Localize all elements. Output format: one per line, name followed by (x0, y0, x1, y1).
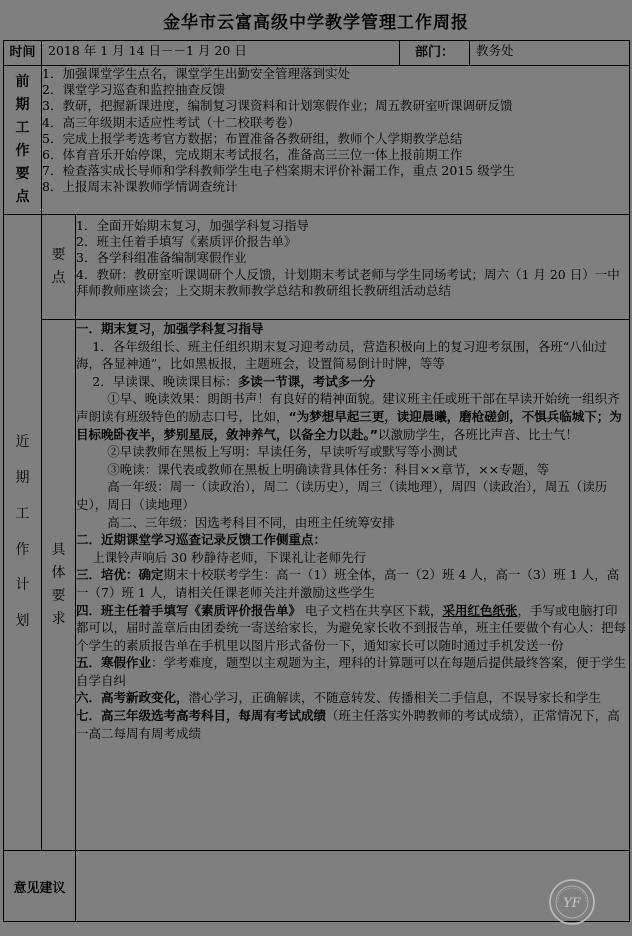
opinion-label: 意见建议 (4, 851, 76, 922)
list-item: 5．完成上报学考选考官方数据；布置准备各教研组，教师个人学期教学总结 (42, 130, 463, 146)
recent-label-char: 作 (15, 541, 30, 558)
section-3-bold: 确定 (138, 567, 164, 583)
list-item: 3．教研，把握新课进度，编制复习课资料和计划寒假作业；周五教研室听课调研反馈 (42, 98, 513, 114)
keypoints-label-char: 要 (51, 246, 66, 263)
list-item: 1．加强课堂学生点名，课堂学生出勤安全管理落到实处 (42, 66, 350, 81)
prev-work-list (42, 66, 630, 215)
prev-work-row (4, 66, 630, 215)
section-1-item-4: ②早读教师在黑板上写明：早读任务，早读听写或默写等小测试 (107, 444, 458, 460)
time-row (4, 41, 630, 66)
list-item: 7．检查落实成长导师和学科教师学生电子档案期末评价补漏工作，重点 2015 级学生 (42, 163, 515, 179)
section-2-title: 二．近期课堂学习巡查记录反馈工作侧重点： (76, 532, 327, 548)
section-3 (76, 566, 629, 601)
keypoints-list (76, 215, 630, 320)
section-4-text-2: ，手写或电脑打印都可以，届时盖章后由团委统一寄送给家长，为避免家长收不到报告单，班主任要做个有心人：把每个学生的素质报告单在手机里以图片形式备份一下，通知家长可以随时通过手机发送一份 (76, 602, 627, 653)
section-1-item-3-tail: 以激励学生，各班比声音、比士气！ (377, 426, 578, 442)
list-item: 4．教研：教研室听课调研个人反馈，计划期末考试老师与学生同场考试；周六（1 月 20 日）一中拜师教师座谈会；上交期末教师教学总结和教研组长教研组活动总结 (76, 266, 620, 298)
seal-stamp-icon (548, 878, 596, 926)
stamp-text: YF (563, 896, 581, 911)
section-1-item-3 (76, 390, 629, 443)
prev-label-char: 工 (15, 119, 30, 136)
list-item: 1．全面开始期末复习，加强学科复习指导 (76, 218, 309, 233)
requirements-label-char: 要 (51, 588, 66, 604)
section-1-item-5: ③晚读：课代表或教师在黑板上明确读背具体任务：科目××章节，××专题，等 (107, 461, 550, 477)
list-item: 8．上报周末补课教师学情调查统计 (42, 179, 238, 195)
section-7-text: （班主任落实外聘教师的考试成绩），正常情况下，高一高二每周有周考成绩 (76, 708, 620, 741)
requirements-label-char: 求 (51, 611, 66, 628)
requirements-content (76, 320, 630, 851)
time-value: 2018 年 1 月 14 日－－1 月 20 日 (42, 41, 400, 66)
keypoints-label (42, 215, 76, 320)
prev-label-char: 期 (15, 96, 30, 113)
section-6 (76, 689, 629, 707)
section-7 (76, 707, 629, 742)
section-1-item-7: 高二、三年级：因选考科目不同，由班主任统筹安排 (107, 514, 395, 530)
section-1-item-2 (76, 373, 629, 391)
prev-label-char: 要 (15, 166, 30, 183)
section-1-title: 一．期末复习，加强学科复习指导 (76, 321, 264, 336)
recent-label-char: 近 (15, 434, 30, 451)
prev-label-char: 点 (15, 189, 30, 206)
requirements-label (42, 320, 76, 851)
prev-work-label (4, 66, 42, 215)
list-item: 6．体育音乐开始停课，完成期末考试报名，准备高三三位一体上报前期工作 (42, 147, 463, 163)
section-6-title: 六．高考新政变化， (76, 690, 189, 706)
opinion-value[interactable] (76, 851, 630, 922)
section-4-underline: 采用红色纸张 (442, 602, 518, 618)
section-1-item-1: 1．各年级组长、班主任组织期末复习迎考动员，营造积极向上的复习迎考氛围，各班“八仙过海，各显神通”，比如黑板报，主题班会，设置简易倒计时牌，等等 (76, 338, 607, 372)
section-3-title: 三．培优： (76, 567, 139, 583)
section-1-item-3-text: ①早、晚读效果：朗朗书声！有良好的精神面貌。建议班主任或班干部在早读开始统一组织齐声朗读有班级特色的励志口号，比如， (76, 391, 620, 424)
recent-label-char: 工 (15, 505, 30, 522)
section-4 (76, 602, 629, 655)
keypoints-row (4, 215, 630, 320)
section-5-text: ：学考难度，题型以主观题为主，理科的计算题可以在每题后提供最终答案，便于学生自学自纠 (76, 655, 627, 688)
recent-label-char: 计 (15, 577, 30, 594)
recent-work-label (4, 215, 42, 851)
section-1-item-2-bold: 多读一节课，考试多一分 (237, 373, 376, 389)
section-4-text-1: 电子文档在共享区下载， (305, 602, 443, 618)
recent-label-char: 划 (15, 612, 30, 629)
section-1-item-3-bold: “为梦想早起三更，读迎晨曦，磨枪磋剑，不惧兵临城下；为目标晚卧夜半，梦别星辰，敛神养气，以备全力以赴。” (76, 408, 622, 442)
weekly-report-table (3, 40, 630, 922)
requirements-row (4, 320, 630, 851)
prev-label-char: 前 (15, 73, 30, 90)
keypoints-label-char: 点 (51, 270, 66, 286)
dept-value: 教务处 (470, 41, 630, 66)
section-5 (76, 654, 629, 689)
list-item: 3．各学科组准备编制寒假作业 (76, 250, 247, 266)
opinion-row (4, 851, 630, 922)
section-3-text: 期末十校联考学生：高一（1）班全体，高一（2）班 4 人，高一（3）班 1 人，高一（7）班 1 人，请相关任课老师关注并激励这些学生 (76, 567, 620, 600)
section-1-item-2-text: 2．早读课、晚读课目标： (92, 373, 238, 389)
page-title: 金华市云富高级中学教学管理工作周报 (163, 13, 469, 33)
section-7-title: 七．高三年级选考高考科目，每周有考试成绩 (76, 708, 327, 724)
dept-label: 部门： (400, 41, 470, 66)
section-1-item-6: 高一年级：周一（读政治），周二（读历史），周三（读地理），周四（读政治），周五（读历史），周日（读地理） (76, 479, 608, 512)
list-item: 4．高三年级期末适应性考试（十二校联考卷） (42, 114, 300, 130)
recent-label-char: 期 (15, 470, 30, 487)
time-label: 时间 (4, 41, 42, 66)
requirements-label-char: 体 (51, 564, 66, 581)
list-item: 2．课堂学习巡查和监控抽查反馈 (42, 82, 225, 98)
list-item: 2．班主任着手填写《素质评价报告单》 (76, 234, 297, 250)
section-4-title: 四．班主任着手填写《素质评价报告单》 (76, 602, 302, 618)
requirements-label-char: 具 (51, 541, 66, 558)
section-5-title: 五．寒假作业 (76, 655, 152, 671)
prev-label-char: 作 (15, 143, 30, 159)
section-2-item-1: 上课铃声响后 30 秒静待老师，下课礼让老师先行 (92, 549, 367, 565)
section-6-text: 潜心学习，正确解读，不随意转发、传播相关二手信息，不误导家长和学生 (188, 690, 602, 706)
